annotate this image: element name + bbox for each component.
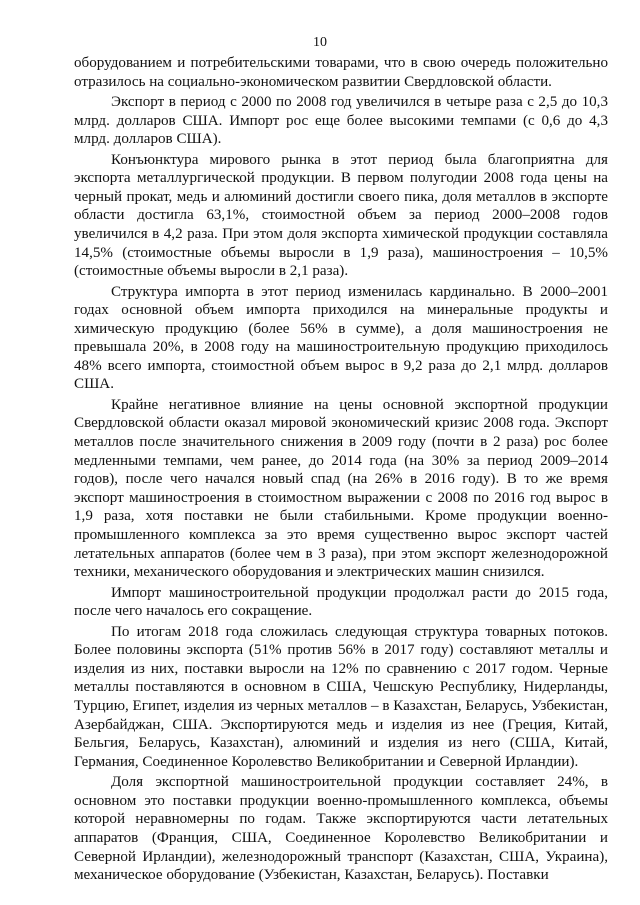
body-text bbox=[74, 54, 608, 887]
page-number: 10 bbox=[313, 35, 327, 50]
paragraph-import-structure: Структура импорта в этот период изменилась кардинально. В 2000–2001 годах основной объем импорта приходился на минеральные продукты и химическую продукцию (более 56% в сумме), а доля машиностроения не превышала 20%, в 2008 году на машиностроительную продукцию приходилось 48% всего импорта, стоимостной объем вырос в 9,2 раза до 2,1 млрд. долларов США. bbox=[74, 283, 608, 393]
paragraph-2018-structure: По итогам 2018 года сложилась следующая структура товарных потоков. Более половины экспорта (51% против 56% в 2017 году) составляют металлы и изделия из них, поставки выросли на 12% по сравнению с 2017 годом. Черные металлы поставляются в основном в США, Чешскую Республику, Нидерланды, Турцию, Египет, изделия из черных металлов – в Казахстан, Беларусь, Узбекистан, Азербайджан, США. Экспортируются медь и изделия из нее (Греция, Китай, Бельгия, Беларусь, Казахстан), алюминий и изделия из него (США, Китай, Германия, Соединенное Королевство Великобритании и Северной Ирландии). bbox=[74, 623, 608, 770]
paragraph-continuation: оборудованием и потребительскими товарами, что в свою очередь положительно отразилось на социально-экономическом развитии Свердловской области. bbox=[74, 55, 608, 90]
paragraph-crisis-impact: Крайне негативное влияние на цены основной экспортной продукции Свердловской области оказал мировой экономический кризис 2008 года. Экспорт металлов после значительного снижения в 2009 году (почти в 2 раза) рос более медленными темпами, чем ранее, до 2014 года (на 30% за период 2009–2014 годов), после чего начался новый спад (на 26% в 2016 году). В то же время экспорт машиностроения в стоимостном выражении с 2008 по 2016 год вырос в 1,9 раза, хотя поставки не были стабильными. Кроме продукции военно-промышленного комплекса за это время существенно вырос экспорт частей летательных аппаратов (более чем в 3 раза), при этом экспорт железнодорожной техники, механического оборудования и электрических машин снизился. bbox=[74, 396, 608, 581]
paragraph-export-growth: Экспорт в период с 2000 по 2008 год увеличился в четыре раза с 2,5 до 10,3 млрд. долларов США. Импорт рос еще более высокими темпами (с 0,6 до 4,3 млрд. долларов США). bbox=[74, 93, 608, 148]
paragraph-market-conjuncture: Конъюнктура мирового рынка в этот период была благоприятна для экспорта металлургической продукции. В первом полугодии 2008 года цены на черный прокат, медь и алюминий достигли своего пика, доля металлов в экспорте области достигла 63,1%, стоимостной объем за период 2000–2008 годов увеличился в 4,2 раза. При этом доля экспорта химической продукции составляла 14,5% (стоимостные объемы выросли в 1,9 раза), машиностроения – 10,5% (стоимостные объемы выросли в 2,1 раза). bbox=[74, 151, 608, 280]
paragraph-machinery-import: Импорт машиностроительной продукции продолжал расти до 2015 года, после чего началось его сокращение. bbox=[74, 584, 608, 620]
paragraph-machinery-export: Доля экспортной машиностроительной продукции составляет 24%, в основном это поставки продукции военно-промышленного комплекса, объемы которой неравномерны по годам. Также экспортируются части летательных аппаратов (Франция, США, Соединенное Королевство Великобритании и Северной Ирландии), железнодорожный транспорт (Казахстан, США, Украина), механическое оборудование (Узбекистан, Казахстан, Беларусь). Поставки bbox=[74, 774, 608, 884]
